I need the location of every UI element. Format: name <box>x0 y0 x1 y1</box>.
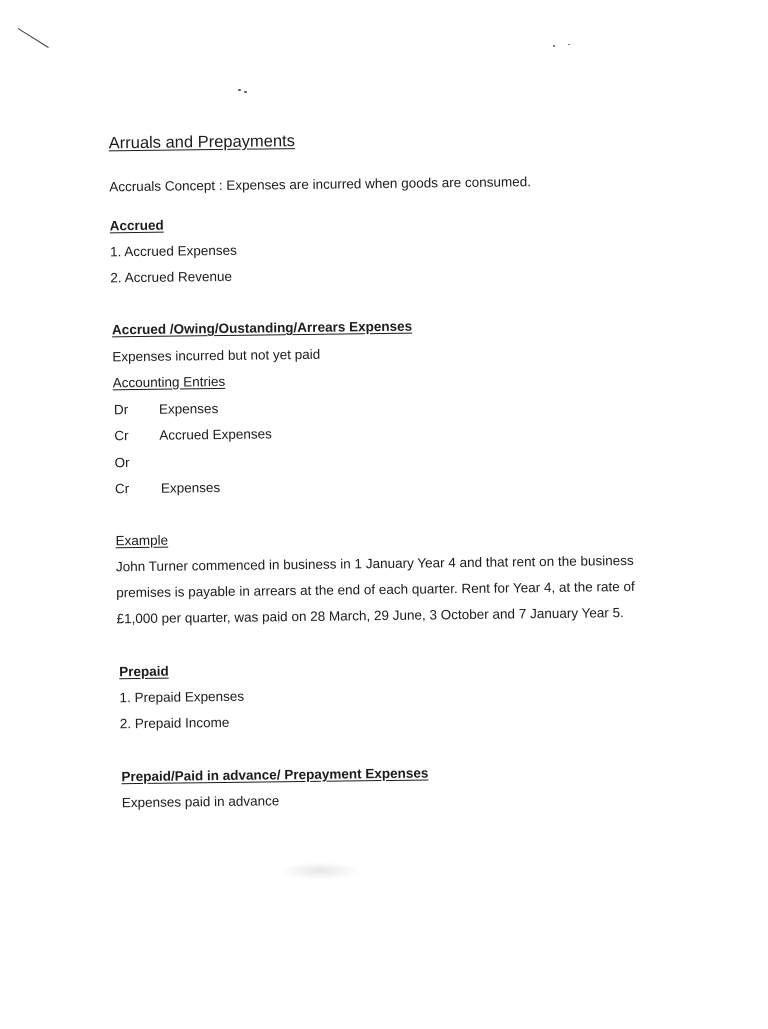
entry-account: Expenses <box>160 480 221 496</box>
section-heading-prepaid: Prepaid <box>119 663 169 680</box>
prepaid-expenses-description: Expenses paid in advance <box>121 793 280 811</box>
accrued-expenses-description: Expenses incurred but not yet paid <box>112 346 321 365</box>
list-item: 1. Accrued Expenses <box>109 242 237 260</box>
example-heading: Example <box>115 532 169 549</box>
example-line: John Turner commenced in business in 1 January Year 4 and that rent on the business <box>115 552 634 575</box>
entry-side: Cr <box>114 428 129 444</box>
entry-account: Expenses <box>158 401 219 417</box>
entry-account: Accrued Expenses <box>159 426 272 443</box>
entry-side: Cr <box>114 481 130 497</box>
list-item: 1. Prepaid Expenses <box>119 688 245 706</box>
section-heading-accrued-expenses: Accrued /Owing/Oustanding/Arrears Expenses <box>111 318 413 338</box>
example-line: £1,000 per quarter, was paid on 28 March, 29 June, 3 October and 7 January Year 5. <box>116 605 624 627</box>
list-item: 2. Prepaid Income <box>119 714 230 732</box>
entry-side: Dr <box>113 402 129 418</box>
example-line: premises is payable in arrears at the end of each quarter. Rent for Year 4, at the rate of <box>116 578 635 601</box>
concept-statement: Accruals Concept : Expenses are incurred when goods are consumed. <box>109 174 532 195</box>
list-item: 2. Accrued Revenue <box>110 268 233 286</box>
page-title: Arruals and Prepayments <box>108 132 296 153</box>
accounting-entries-heading: Accounting Entries <box>112 373 226 391</box>
section-heading-prepaid-expenses: Prepaid/Paid in advance/ Prepayment Expenses <box>121 765 429 785</box>
section-heading-accrued: Accrued <box>109 217 164 234</box>
entry-side: Or <box>114 455 130 471</box>
